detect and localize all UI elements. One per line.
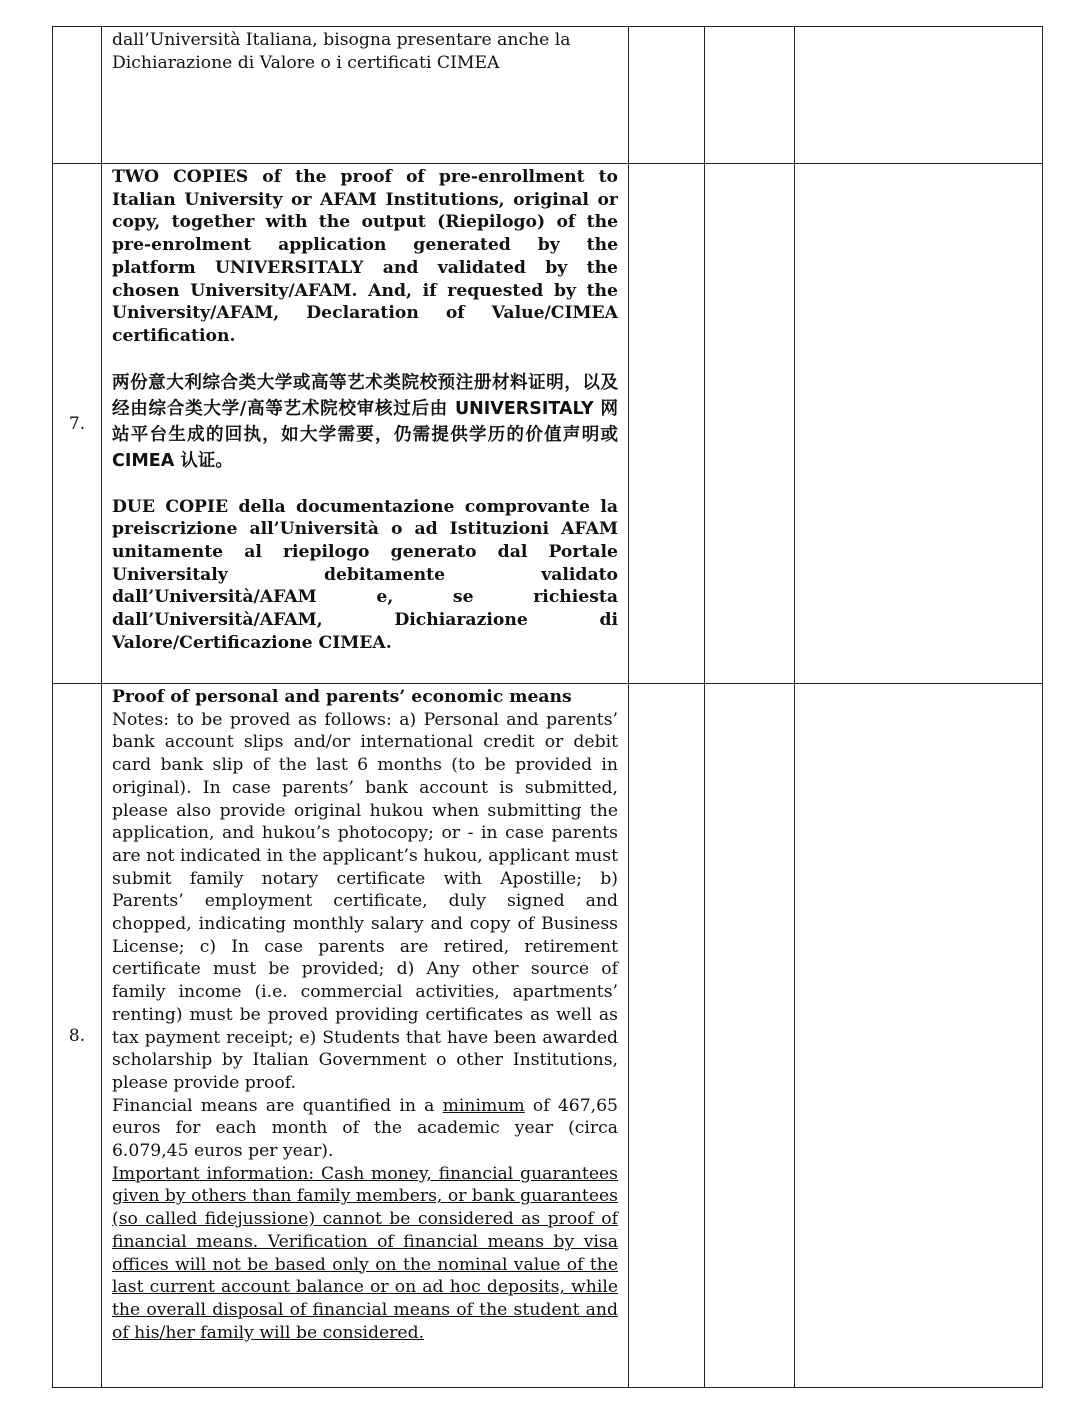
minimum-word: minimum xyxy=(442,1095,525,1116)
row-number: 8. xyxy=(53,684,102,1388)
table-row xyxy=(53,27,1043,164)
continuation-text: dall’Università Italiana, bisogna presentare anche la Dichiarazione di Valore o i certificati CIMEA xyxy=(112,30,571,73)
english-requirement: TWO COPIES of the proof of pre-enrollment to Italian University or AFAM Institutions, original or copy, together with the output (Riepilogo) of the pre-enrolment application generated by the platform UNIVERSITALY and validated by the chosen University/AFAM. And, if requested by the University/AFAM, Declaration of Value/CIMEA certification. xyxy=(112,167,618,346)
empty-cell xyxy=(629,164,705,684)
empty-cell xyxy=(629,27,705,164)
empty-cell xyxy=(705,684,795,1388)
empty-cell xyxy=(795,27,1043,164)
table-row xyxy=(53,164,1043,684)
empty-cell xyxy=(705,164,795,684)
important-information: Important information: Cash money, financial guarantees given by others than family members, or bank guarantees (so called fidejussione) cannot be considered as proof of financial means. Verification of financial means by visa offices will not be based only on the nominal value of the last current account balance or on ad hoc deposits, while the overall disposal of financial means of the student and of his/her family will be considered. xyxy=(112,1163,618,1343)
requirement-cell xyxy=(102,164,629,684)
chinese-requirement: 两份意大利综合类大学或高等艺术类院校预注册材料证明，以及经由综合类大学/高等艺术院校审核过后由 UNIVERSITALY 网站平台生成的回执，如大学需要，仍需提供学历的价值声明或 CIMEA 认证。 xyxy=(112,372,618,471)
economic-means-title: Proof of personal and parents’ economic means xyxy=(112,687,572,707)
empty-cell xyxy=(629,684,705,1388)
requirement-cell xyxy=(102,27,629,164)
requirement-cell xyxy=(102,684,629,1388)
italian-requirement: DUE COPIE della documentazione comprovante la preiscrizione all’Università o ad Istituzioni AFAM unitamente al riepilogo generato dal Portale Universitaly debitamente validato dall’Università/AFAM e, se richiesta dall’Università/AFAM, Dichiarazione di Valore/Certificazione CIMEA. xyxy=(112,496,618,653)
requirements-table xyxy=(52,26,1043,1388)
empty-cell xyxy=(795,684,1043,1388)
table-row xyxy=(53,684,1043,1388)
empty-cell xyxy=(795,164,1043,684)
economic-means-notes: Notes: to be proved as follows: a) Personal and parents’ bank account slips and/or international credit or debit card bank slip of the last 6 months (to be provided in original). In case parents’ bank account is submitted, please also provide original hukou when submitting the application, and hukou’s photocopy; or - in case parents are not indicated in the applicant’s hukou, applicant must submit family notary certificate with Apostille; b) Parents’ employment certificate, duly signed and chopped, indicating monthly salary and copy of Business License; c) In case parents are retired, retirement certificate must be provided; d) Any other source of family income (i.e. commercial activities, apartments’ renting) must be proved providing certificates as well as tax payment receipt; e) Students that have been awarded scholarship by Italian Government o other Institutions, please provide proof. xyxy=(112,709,618,1093)
row-number: 7. xyxy=(53,164,102,684)
financial-minimum-text: Financial means are quantified in a minimum of 467,65 euros for each month of the academic year (circa 6.079,45 euros per year). xyxy=(112,1095,618,1162)
row-number xyxy=(53,27,102,164)
empty-cell xyxy=(705,27,795,164)
